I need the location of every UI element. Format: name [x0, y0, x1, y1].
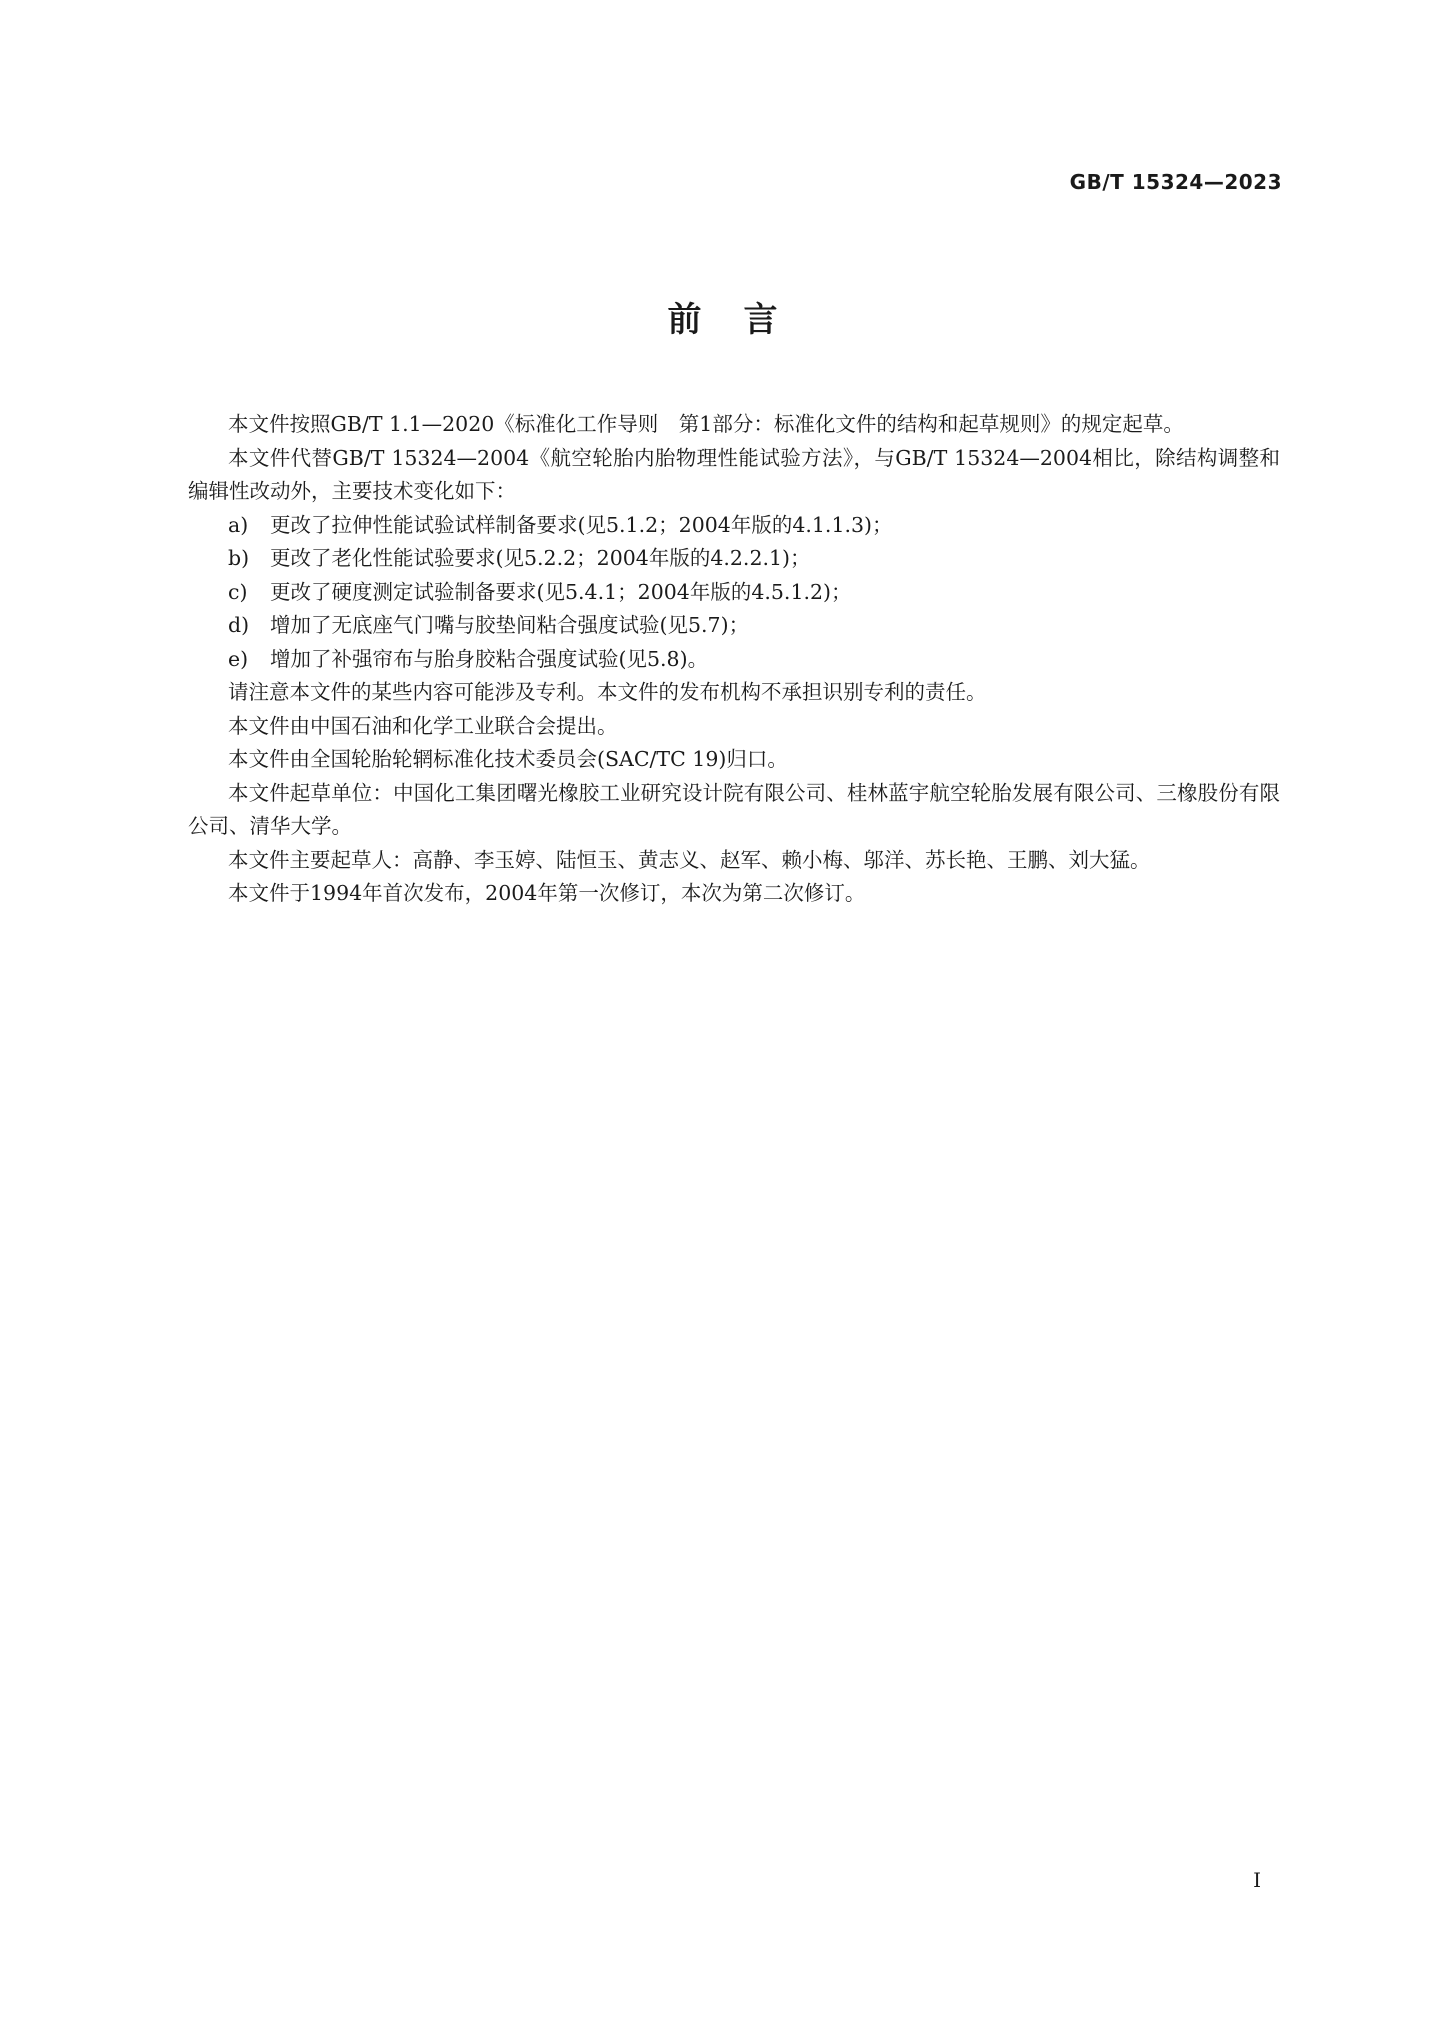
drafters: 本文件主要起草人：高静、李玉婷、陆恒玉、黄志义、赵军、赖小梅、邬洋、苏长艳、王鹏、刘大猛。 [228, 847, 1151, 872]
list-item [188, 576, 1280, 610]
page-number: I [1253, 1868, 1261, 1892]
list-item-text: 增加了无底座气门嘴与胶垫间粘合强度试验(见5.7)； [270, 613, 750, 637]
revision-history: 本文件于1994年首次发布，2004年第一次修订，本次为第二次修订。 [228, 881, 866, 905]
list-item [188, 542, 1280, 576]
list-item-text: 更改了老化性能试验要求(见5.2.2；2004年版的4.2.2.1)； [270, 546, 811, 570]
list-marker: c) [228, 579, 248, 604]
foreword-body [188, 408, 1280, 911]
list-item-text: 更改了拉伸性能试验试样制备要求(见5.1.2；2004年版的4.1.1.3)； [270, 512, 893, 537]
list-item [188, 509, 1280, 543]
list-marker: d) [228, 613, 250, 637]
list-marker: e) [228, 646, 249, 671]
proposer-statement: 本文件由中国石油和化学工业联合会提出。 [228, 713, 618, 738]
list-item-text: 更改了硬度测定试验制备要求(见5.4.1；2004年版的4.5.1.2)； [270, 579, 852, 604]
document-code: GB/T 15324—2023 [1069, 170, 1282, 194]
patent-notice: 请注意本文件的某些内容可能涉及专利。本文件的发布机构不承担识别专利的责任。 [228, 680, 987, 704]
committee-statement: 本文件由全国轮胎轮辋标准化技术委员会(SAC/TC 19)归口。 [228, 747, 788, 771]
list-item [188, 643, 1280, 677]
changes-list [188, 509, 1280, 677]
page-title: 前言 [667, 300, 820, 340]
intro-paragraph: 本文件按照GB/T 1.1—2020《标准化工作导则 第1部分：标准化文件的结构和起草规则》的规定起草。 [228, 412, 1184, 436]
list-marker: b) [228, 546, 250, 570]
intro-paragraph: 本文件代替GB/T 15324—2004《航空轮胎内胎物理性能试验方法》，与GB/T 15324—2004相比，除结构调整和编辑性改动外，主要技术变化如下： [188, 445, 1280, 503]
drafting-units: 本文件起草单位：中国化工集团曙光橡胶工业研究设计院有限公司、桂林蓝宇航空轮胎发展有限公司、三橡股份有限公司、清华大学。 [188, 780, 1280, 838]
list-item [188, 609, 1280, 643]
list-marker: a) [228, 512, 249, 537]
list-item-text: 增加了补强帘布与胎身胶粘合强度试验(见5.8)。 [270, 646, 709, 671]
